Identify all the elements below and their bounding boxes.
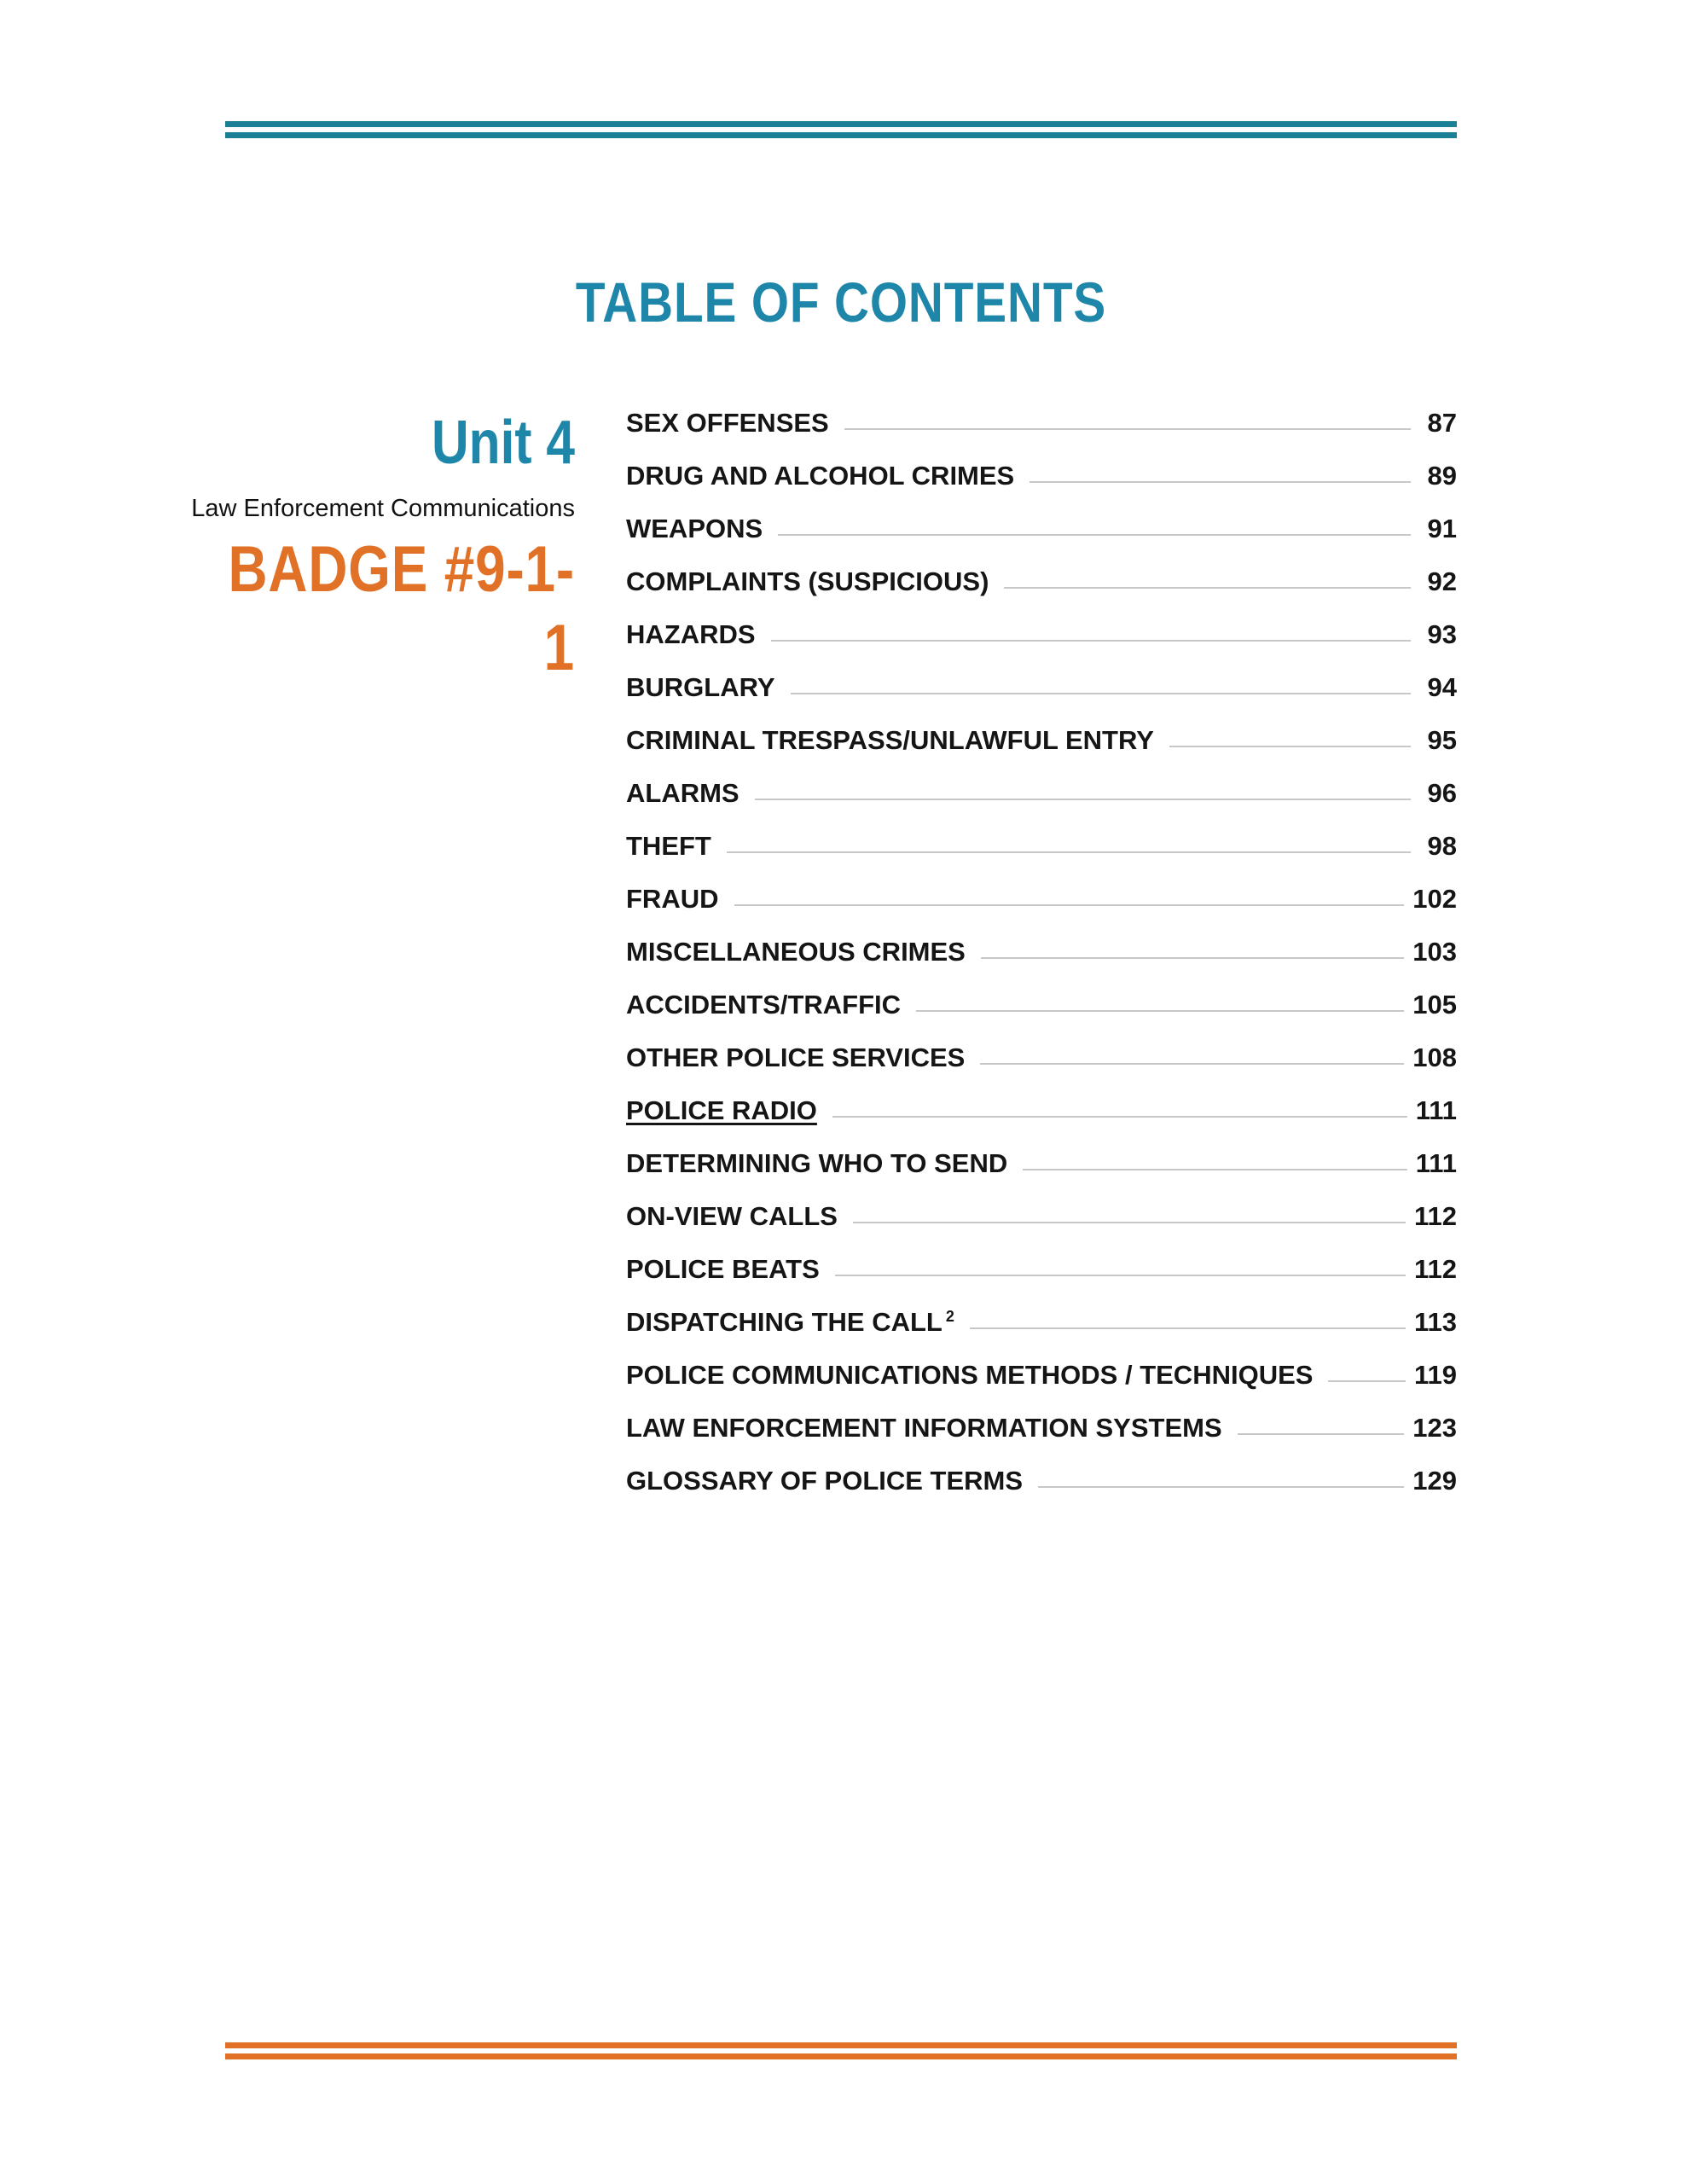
toc-page-number: 129 bbox=[1412, 1466, 1457, 1496]
toc-entry[interactable] bbox=[626, 778, 1457, 831]
bottom-divider bbox=[225, 2042, 1457, 2065]
toc-entry-title bbox=[626, 566, 989, 597]
footnote-marker[interactable]: 2 bbox=[945, 1307, 954, 1325]
toc-entry-title-text: DRUG AND ALCOHOL CRIMES bbox=[626, 461, 1015, 491]
toc-entry-title[interactable] bbox=[626, 1095, 817, 1126]
toc-leader-line bbox=[853, 1222, 1406, 1223]
toc-entry-title-text: OTHER POLICE SERVICES bbox=[626, 1043, 966, 1072]
toc-page-number: 105 bbox=[1412, 990, 1457, 1019]
toc-entry-title-text: BURGLARY bbox=[626, 672, 775, 702]
toc-entry-title-text: ON-VIEW CALLS bbox=[626, 1201, 838, 1231]
toc-page-number: 95 bbox=[1427, 725, 1457, 755]
toc-entry[interactable] bbox=[626, 1254, 1457, 1307]
toc-page-number: 89 bbox=[1427, 461, 1457, 491]
toc-entry-title-text: WEAPONS bbox=[626, 514, 763, 543]
toc-page-number: 112 bbox=[1413, 1254, 1457, 1284]
toc-entry-title-text: HAZARDS bbox=[626, 619, 756, 649]
toc-leader-line bbox=[791, 693, 1411, 694]
toc-entry[interactable] bbox=[626, 1360, 1457, 1413]
toc-entry[interactable] bbox=[626, 408, 1457, 461]
toc-leader-line bbox=[755, 799, 1411, 800]
toc-leader-line bbox=[844, 428, 1411, 430]
toc-leader-line bbox=[981, 957, 1404, 959]
toc-entry-title-text: LAW ENFORCEMENT INFORMATION SYSTEMS bbox=[626, 1413, 1222, 1443]
toc-entry[interactable] bbox=[626, 619, 1457, 672]
toc-entry-title bbox=[626, 1413, 1222, 1443]
toc-leader-line bbox=[1030, 481, 1411, 483]
toc-leader-line bbox=[832, 1116, 1407, 1118]
toc-entry-title-text: MISCELLANEOUS CRIMES bbox=[626, 937, 966, 967]
toc-entry[interactable] bbox=[626, 514, 1457, 566]
toc-entry-title bbox=[626, 1201, 838, 1232]
top-divider bbox=[225, 121, 1457, 143]
toc-entry-title-text: DISPATCHING THE CALL bbox=[626, 1307, 942, 1337]
toc-entry-title bbox=[626, 725, 1154, 756]
toc-page-number: 103 bbox=[1412, 937, 1457, 967]
toc-page-number: 119 bbox=[1413, 1360, 1457, 1390]
bottom-divider-line bbox=[225, 2042, 1457, 2048]
toc-page-number: 123 bbox=[1412, 1413, 1457, 1443]
toc-entry[interactable] bbox=[626, 461, 1457, 514]
toc-entry-title bbox=[626, 1466, 1023, 1496]
toc-page-number: 98 bbox=[1427, 831, 1457, 861]
toc-entry-title-text: POLICE RADIO bbox=[626, 1095, 817, 1125]
toc-entry-title bbox=[626, 408, 829, 439]
toc-entry-title bbox=[626, 884, 719, 915]
toc-entry-title bbox=[626, 1254, 820, 1285]
toc-entry-title-text: DETERMINING WHO TO SEND bbox=[626, 1148, 1008, 1178]
toc-leader-line bbox=[1328, 1380, 1406, 1382]
toc-leader-line bbox=[980, 1063, 1404, 1065]
toc-page-number: 113 bbox=[1413, 1307, 1457, 1337]
toc-leader-line bbox=[835, 1275, 1406, 1276]
toc-page-number: 108 bbox=[1412, 1043, 1457, 1072]
toc-leader-line bbox=[734, 904, 1405, 906]
toc-entry-title bbox=[626, 1043, 965, 1073]
toc-entry-title-text: COMPLAINTS (SUSPICIOUS) bbox=[626, 566, 989, 596]
toc-entry[interactable] bbox=[626, 1201, 1457, 1254]
toc-leader-line bbox=[771, 640, 1411, 642]
toc-leader-line bbox=[727, 851, 1411, 853]
toc-entry-title-text: CRIMINAL TRESPASS/UNLAWFUL ENTRY bbox=[626, 725, 1154, 755]
toc-page-number: 111 bbox=[1415, 1148, 1457, 1178]
toc-entry[interactable] bbox=[626, 566, 1457, 619]
toc-entry-title bbox=[626, 461, 1014, 491]
toc-entry[interactable] bbox=[626, 1148, 1457, 1201]
toc-entry-title bbox=[626, 1360, 1313, 1391]
toc-entry[interactable] bbox=[626, 1307, 1457, 1360]
toc-page-number: 93 bbox=[1427, 619, 1457, 649]
unit-heading: Unit 4 bbox=[431, 409, 575, 477]
toc-page-number: 94 bbox=[1427, 672, 1457, 702]
toc-entry-title bbox=[626, 778, 740, 809]
toc-entry-title-text: SEX OFFENSES bbox=[626, 408, 829, 438]
toc-leader-line bbox=[970, 1327, 1406, 1329]
toc-list bbox=[626, 408, 1457, 1519]
toc-page-number: 111 bbox=[1415, 1095, 1457, 1125]
unit-block bbox=[128, 404, 575, 688]
toc-entry[interactable] bbox=[626, 1043, 1457, 1095]
toc-entry-title-text: FRAUD bbox=[626, 884, 719, 914]
toc-page-number: 96 bbox=[1427, 778, 1457, 808]
toc-entry-title bbox=[626, 1307, 954, 1338]
toc-leader-line bbox=[1169, 746, 1411, 747]
toc-entry-title bbox=[626, 514, 763, 544]
toc-leader-line bbox=[1004, 587, 1411, 589]
toc-leader-line bbox=[1038, 1486, 1404, 1488]
toc-leader-line bbox=[916, 1010, 1404, 1012]
toc-leader-line bbox=[1023, 1169, 1406, 1170]
toc-entry[interactable] bbox=[626, 831, 1457, 884]
toc-page-number: 102 bbox=[1412, 884, 1457, 914]
toc-entry[interactable] bbox=[626, 884, 1457, 937]
toc-entry-title-text: ALARMS bbox=[626, 778, 740, 808]
toc-entry-title bbox=[626, 619, 756, 650]
toc-page-number: 92 bbox=[1427, 566, 1457, 596]
toc-entry-title-text: POLICE BEATS bbox=[626, 1254, 820, 1284]
toc-entry[interactable] bbox=[626, 725, 1457, 778]
toc-entry[interactable] bbox=[626, 990, 1457, 1043]
badge-heading: BADGE #9-1-1 bbox=[228, 533, 575, 684]
toc-entry[interactable] bbox=[626, 937, 1457, 990]
toc-entry-title bbox=[626, 831, 711, 862]
toc-entry-title bbox=[626, 937, 966, 967]
toc-entry[interactable] bbox=[626, 1413, 1457, 1466]
toc-entry-title bbox=[626, 990, 901, 1020]
toc-page-number: 91 bbox=[1427, 514, 1457, 543]
toc-entry[interactable] bbox=[626, 1466, 1457, 1519]
bottom-divider-line bbox=[225, 2053, 1457, 2059]
unit-subtitle: Law Enforcement Communications bbox=[191, 495, 575, 522]
toc-leader-line bbox=[1238, 1433, 1405, 1435]
toc-entry-title-text: THEFT bbox=[626, 831, 711, 861]
toc-entry-title-text: POLICE COMMUNICATIONS METHODS / TECHNIQUES bbox=[626, 1360, 1314, 1390]
top-divider-line bbox=[225, 121, 1457, 127]
toc-entry[interactable] bbox=[626, 1095, 1457, 1148]
toc-entry-title-text: GLOSSARY OF POLICE TERMS bbox=[626, 1466, 1024, 1496]
page-title: TABLE OF CONTENTS bbox=[575, 270, 1107, 334]
top-divider-line bbox=[225, 132, 1457, 138]
toc-leader-line bbox=[778, 534, 1411, 536]
toc-page-number: 87 bbox=[1427, 408, 1457, 438]
toc-entry-title-text: ACCIDENTS/TRAFFIC bbox=[626, 990, 902, 1019]
toc-page-number: 112 bbox=[1413, 1201, 1457, 1231]
toc-entry[interactable] bbox=[626, 672, 1457, 725]
toc-entry-title bbox=[626, 1148, 1007, 1179]
toc-entry-title bbox=[626, 672, 775, 703]
